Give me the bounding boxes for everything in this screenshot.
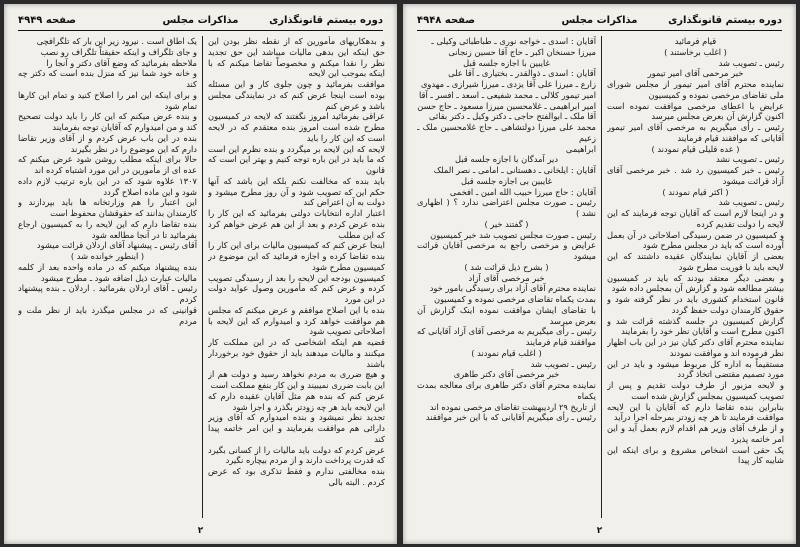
page-header [18, 14, 383, 31]
text-paragraph: این اعتبار را هم وزارتخانه ها باید بپردازند و کارمندان بدانند که حقوقشان محفوظ است [18, 197, 197, 218]
text-paragraph: ( اینطور خوانده شد ) [70, 251, 145, 261]
right-page [403, 4, 796, 544]
text-paragraph: غایبین با اجازه جلسه قبل [463, 57, 550, 68]
text-paragraph: ( عده قلیلی قیام نمودند ) [651, 143, 740, 154]
text-paragraph: رئیس ـ تصویب شد [718, 197, 784, 208]
text-paragraph: امیر ابراهیمی ـ غلامحسین میرزا مسعود ـ حاج حسن [417, 100, 596, 111]
text-column-right [208, 36, 385, 518]
text-paragraph: نماینده محترم آقای دکتر طاهری برای معالجه بمدت یکماه [417, 380, 596, 401]
page-number-label: صفحه ۴۹۴۹ [18, 15, 77, 26]
text-paragraph: آقایان : اسدی ـ ذوالقدر ـ بختیاری ـ آقا علی [448, 68, 596, 79]
text-paragraph: نماینده محترم آقای دکتر کیان نیز در این باب اظهار نظر فرموده اند و موافقت نمودند [607, 337, 784, 358]
page-header [417, 14, 782, 31]
text-paragraph: ۱۳۰۷ علاوه شود که در این باره ترتیب لازم داده شود و این ماده اصلاح گردد [18, 175, 197, 197]
text-paragraph: غایبین بی اجازه جلسه قبل [460, 175, 553, 186]
text-paragraph: و بعضی دیگر معتقد بودند که باید در کمیسیون بیشتر مطالعه شود و گزارش آن بمجلس داده شود [607, 272, 784, 294]
journal-name: دوره بیستم قانونگذاری [269, 15, 383, 26]
text-paragraph: رئیس ـ صورت مجلس تصویب شد خبر کمیسیون [430, 229, 596, 240]
text-paragraph: آقای رئیس ـ پیشنهاد آقای اردلان قرائت میشود [36, 240, 197, 251]
journal-name: دوره بیستم قانونگذاری [668, 15, 782, 26]
text-paragraph: خبر مرحمی آقای امیر تیمور [647, 68, 744, 79]
text-paragraph: موافقت بفرمائید و چون جلوی کار و این مسئله بوده است اینجا عرض کنم که در نمایندگی مجلس باشد و عرض کنم [208, 79, 385, 111]
left-page [4, 4, 397, 544]
text-column-left [18, 36, 197, 518]
column-divider [202, 36, 203, 518]
text-paragraph: آقایان : ایلخانی ـ دهستانی ـ امامی ـ نصر الملک [433, 165, 596, 175]
text-paragraph: ( گفتند خیر ) [484, 218, 529, 229]
text-paragraph: اعتبار اداره انتخابات دولتی بفرمائید که این کار را بنده عرض کردم و بعد از این هم عرض خواهم کرد که این مطلب [208, 208, 385, 240]
text-paragraph: اینجا عرض کنم که کمیسیون مالیات برای این کار را بنده تقاضا کرده و اجازه فرمائید که این موضوع در کمیسیون مطرح شود [208, 240, 385, 272]
text-paragraph: رئیس ـ خبر کمیسیون رد شد . خبر مرخصی آقای آزاد قرائت میشود [607, 165, 784, 186]
text-paragraph: بنده با این اصلاح موافقم و عرض میکنم که مجلس هم موافقت خواهد کرد و امیدوارم که این لایحه با اصلاحاتی تصویب شود [208, 304, 385, 337]
text-paragraph: ملاحظه بفرمائید که وضع آقای دکتر و آنجا را [46, 57, 197, 68]
page-footer-number: ۲ [596, 526, 603, 536]
text-paragraph: و هیچ ضرری به مردم نخواهد رسید و دولت هم از این بابت ضرری نمیبیند و این کار بنفع مملکت است [208, 369, 385, 390]
text-paragraph: رئیس ـ آقای اردلان بفرمائید . اردلان ـ بنده پیشنهاد کردم [18, 283, 197, 304]
text-paragraph: عرایض با اعطای مرخصی موافقت نموده است اکنون گزارش آن بعرض مجلس میرسد [607, 100, 784, 122]
text-paragraph: بنده مخالفتی ندارم و فقط تذکری بود که عرض کردم . البته بالی [208, 466, 385, 487]
text-paragraph: بنده تقاضا دارم که این لایحه را به کمیسیون ارجاع بفرمائید تا در آنجا مطالعه شود [18, 218, 197, 240]
text-paragraph: قانون استخدام کشوری باید در نظر گرفته شود و حقوق کارمندان دولت حفظ گردد [607, 294, 784, 315]
text-paragraph: عرض کردم که دولت باید مالیات را از کسانی بگیرد که قدرت پرداخت دارند و از مردم بیچاره نگیرد [208, 444, 385, 466]
text-paragraph: قوانینی که در مجلس میگذرد باید از نظر ملت و مردم [18, 304, 197, 326]
text-paragraph: نماینده محترم آقای امیر تیمور از مجلس شورای ملی تقاضای مرخصی نموده و کمیسیون [607, 79, 784, 100]
text-paragraph: ( بشرح ذیل قرائت شد ) [464, 261, 549, 272]
text-paragraph: زارع ـ میرزا علی آقا یزدی ـ میرزا شیرازی ـ مهدوی [420, 79, 596, 89]
text-paragraph: رئیس ـ رأی میگیریم به مرخصی آقای آزاد آقایانی که موافقند قیام فرمایند [417, 326, 596, 347]
journal-title: مذاکرات مجلس [561, 15, 638, 26]
text-paragraph: از تاریخ ۲۹ اردیبهشت تقاضای مرخصی نموده اند [429, 401, 596, 412]
text-paragraph: حالا برای اینکه مطلب روشن شود عرض میکنم که عده ای از مأمورین در این مورد اشتباه کرده اند [18, 154, 197, 175]
text-paragraph: لایحه که این لایحه بر میگردد و بنده نظرم این است که ما باید در این باره توجه کنیم و بهتر این است که قانون [208, 143, 385, 175]
text-paragraph: خبر مرخصی آقای دکتر طاهری [453, 369, 560, 380]
text-paragraph: بنده در این باب عرض کردم و از آقای وزیر تقاضا دارم که این موضوع را در نظر بگیرند [18, 132, 197, 154]
text-paragraph: رئیس ـ تصویب شد [530, 358, 596, 369]
journal-title: مذاکرات مجلس [162, 15, 239, 26]
text-paragraph: و بنده عرض میکنم که این کار را باید دولت تصحیح کند و من امیدوارم که آقایان توجه بفرمایند [18, 111, 197, 132]
text-paragraph: آقایان : حاج میرزا حبیب الله امین ـ افخمی [449, 186, 596, 197]
text-column-left [417, 36, 596, 518]
text-paragraph: رئیس ـ تصویب نشد [715, 154, 784, 165]
text-paragraph: و از طرف آقای وزیر هم اقدام لازم بعمل آید و این امر خاتمه پذیرد [607, 423, 784, 444]
text-paragraph: رئیس ـ رأی میگیریم به مرخصی آقای امیر تیمور آقایانی که موافقند قیام فرمایند [607, 122, 784, 143]
text-paragraph: بنابراین بنده تقاضا دارم که آقایان با این لایحه موافقت فرمایند تا هر چه زودتر بمرحله اجرا درآید [607, 401, 784, 423]
column-divider [601, 36, 602, 518]
text-paragraph: رئیس ـ رأی میگیریم آقایانی که با این خبر موافقند [425, 412, 596, 423]
text-paragraph: بعضی از آقایان نمایندگان عقیده داشتند که این لایحه باید با فوریت مطرح شود [607, 251, 784, 272]
text-paragraph: رئیس ـ صورت مجلس اعتراضی ندارد ؟ ( اظهاری نشد ) [417, 197, 596, 218]
text-paragraph: محمد علی میرزا دولتشاهی ـ حاج غلامحسین ملک ـ زعیم [417, 122, 596, 143]
text-paragraph: باید بنده که مخالفت نکنم بلکه این باشد که آنها حکم این که تصویب شود و آن روز مطرح میشود و دولت به آن اعتراض کند [208, 175, 385, 208]
text-paragraph: و کمیسیون در ضمن رسیدگی اصلاحاتی در آن بعمل آورده است که باید در مجلس مطرح شود [607, 229, 784, 251]
text-paragraph: یک حقی است اشخاص مشروع و برای اینکه این شایبه کار پیدا [607, 444, 784, 466]
text-paragraph: و بدهکاریهای مأمورین که از نقطه نظر بودن این حق اینکه این بدهی مالیات میباشد این حق تجدید نظر را نقدا میکنم و مخصوصاً تقاضا میکنم که با اینکه بموجب این لایحه [208, 36, 385, 79]
text-paragraph: یک اطاق است . نیرود زیر این بار که تلگرافچی [36, 36, 197, 46]
text-paragraph: تجدید نظر نمیشود و بنده امیدوارم که آقای وزیر دارائی هم موافقت بفرمایند و این امر خاتمه پیدا کند [208, 412, 385, 444]
text-paragraph: عراقی بفرمائید امروز نگفتند که لایحه در کمیسیون مطرح شده است امروز بنده معتقدم که در لایحه است که این کار را باید [208, 111, 385, 143]
text-paragraph: و خانه خود شما نیز که منزل بنده است که دکتر چه کند [18, 68, 197, 89]
text-paragraph: ابراهیمی [565, 143, 596, 154]
text-paragraph: نماینده محترم آقای آزاد برای رسیدگی بامور خود [429, 283, 596, 294]
text-paragraph: آقا ملک ـ ابوالفتح حاجی ـ دکتر وکیل ـ دکتر بقائی [428, 111, 596, 122]
text-paragraph: بنده پیشنهاد میکنم که در ماده واحده بعد از کلمه مالیات عبارت ذیل اضافه شود ـ مطرح میشود [18, 261, 197, 283]
page-footer-number: ۲ [197, 526, 204, 536]
text-paragraph: میرزا حسنخان اکبر ـ حاج آقا حسین زنجانی [448, 46, 596, 57]
text-paragraph: ( اغلب برخاستند ) [664, 46, 727, 57]
text-paragraph: با تقاضای ایشان موافقت نموده اینک گزارش آن بعرض میرسد [417, 304, 596, 326]
text-paragraph: قیام فرمائید [674, 36, 717, 46]
text-paragraph: رئیس ـ تصویب شد [718, 57, 784, 68]
text-paragraph: مستقیماً به اداره کل مربوط میشود و باید در این مورد تصمیم مقتضی اتخاذ گردد [607, 358, 784, 380]
text-paragraph: ( اکثر قیام نمودند ) [662, 186, 729, 197]
text-column-right [607, 36, 784, 518]
text-paragraph: عرض کنم که بنده هم مثل آقایان عقیده دارم که این لایحه باید هر چه زودتر بگذرد و اجرا شود [208, 390, 385, 412]
text-paragraph: خبر مرخصی آقای آزاد [468, 272, 545, 283]
text-paragraph: و جای تلگراف و اینکه حقیقتاً تلگراف رو نصب [40, 46, 197, 57]
text-paragraph: و در اینجا لازم است که آقایان توجه فرمایند که این لایحه را دولت تقدیم کرده [607, 208, 784, 229]
text-paragraph: آقایان : اسدی ـ خواجه نوری ـ طباطبائی وکیلی ـ [431, 36, 596, 46]
text-paragraph: دیر آمدگان با اجازه جلسه قبل [454, 154, 559, 165]
text-paragraph: و لایحه مزبور از طرف دولت تقدیم و پس از تصویب کمیسیون بمجلس گزارش شده است [607, 380, 784, 401]
text-paragraph: ( اغلب قیام نمودند ) [471, 347, 542, 358]
text-paragraph: امیر تیمور کلالی ـ محمد شفیعی ـ اسعد ـ افسر ـ آقا [419, 89, 596, 100]
text-paragraph: گزارش کمیسیون در جلسه گذشته قرائت شد و اکنون مطرح است و آقایان نظر خود را بفرمایند [607, 315, 784, 337]
text-paragraph: قضیه هم اینکه اشخاصی که در این مملکت کار میکنند و مالیات میدهند باید از حقوق خود برخوردار باشند [208, 337, 385, 369]
text-paragraph: عرایض و مرخصی راجع به مرخصی آقایان قرائت میشود [417, 240, 596, 261]
text-paragraph: و برای اینکه این امر را اصلاح کنید و تمام این کارها تمام شود [18, 89, 197, 111]
page-number-label: صفحه ۴۹۴۸ [417, 15, 476, 26]
text-paragraph: بمدت یکماه تقاضای مرخصی نموده و کمیسیون [434, 294, 596, 304]
text-paragraph: کمیسیون بودجه این لایحه را بعد از رسیدگی تصویب کرده و عرض کنم که مأمورین وصول عواید دولت در این مورد [208, 272, 385, 304]
